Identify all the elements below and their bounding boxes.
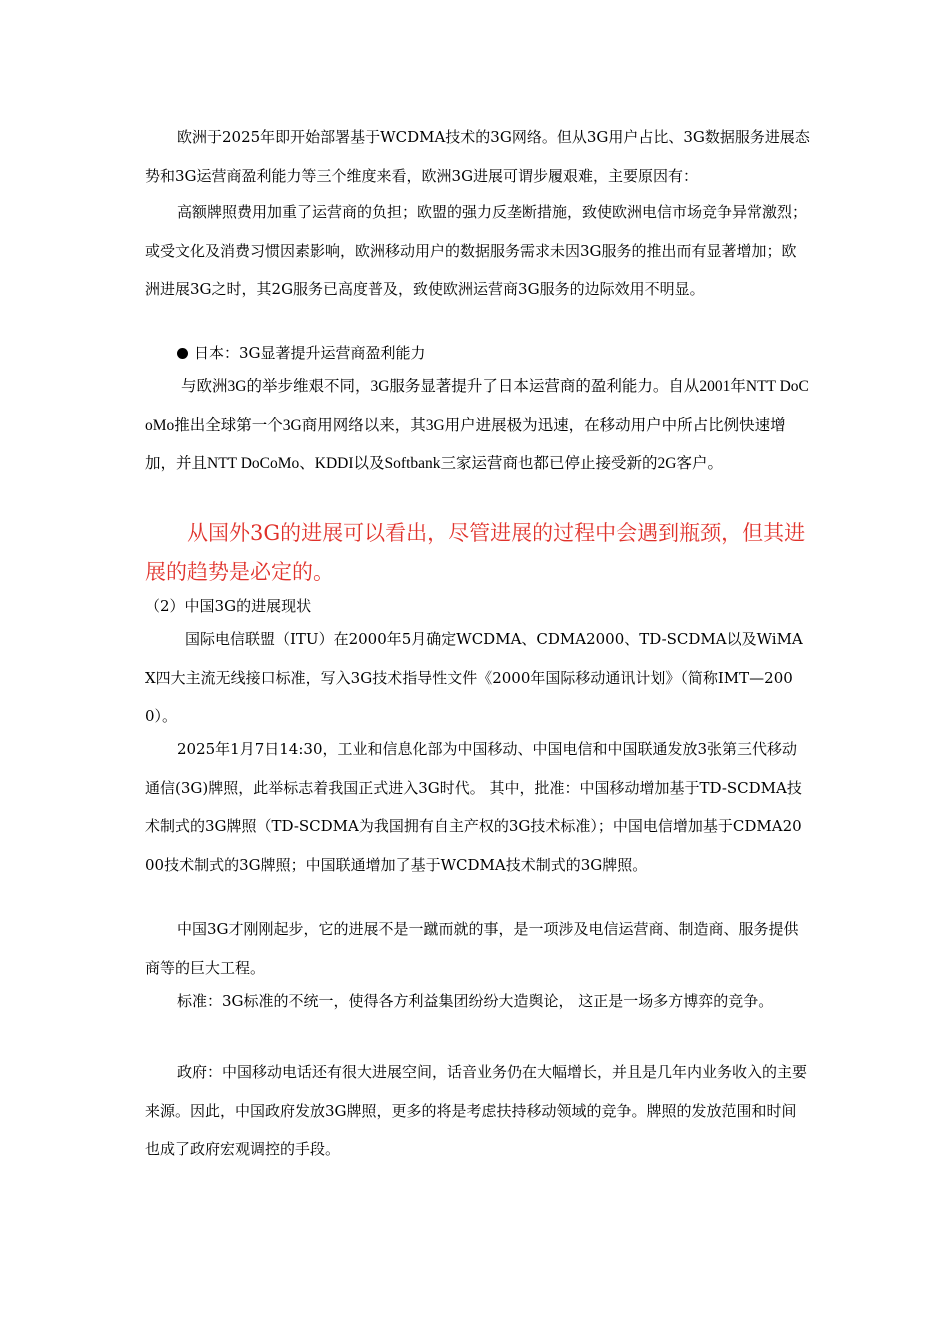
- paragraph-china-start: 中国3G才刚刚起步，它的进展不是一蹴而就的事，是一项涉及电信运营商、制造商、服务提供商等的巨大工程。: [145, 920, 799, 977]
- bullet-icon: [177, 348, 188, 359]
- bullet-japan-label: 日本：3G显著提升运营商盈利能力: [194, 344, 426, 362]
- paragraph-europe-reasons: 高额牌照费用加重了运营商的负担；欧盟的强力反垄断措施，致使欧洲电信市场竞争异常激烈；或受文化及消费习惯因素影响，欧洲移动用户的数据服务需求未因3G服务的推出而有显著增加；欧洲进展3G之时，其2G服务已高度普及，致使欧洲运营商3G服务的边际效用不明显。: [145, 203, 808, 298]
- paragraph-government: 政府：中国移动电话还有很大进展空间，话音业务仍在大幅增长，并且是几年内业务收入的主要来源。因此，中国政府发放3G牌照，更多的将是考虑扶持移动领域的竞争。牌照的发放范围和时间也成了政府宏观调控的手段。: [145, 1063, 808, 1158]
- bullet-item-japan: [145, 334, 810, 373]
- paragraph-itu-standards: 国际电信联盟（ITU）在2000年5月确定WCDMA、CDMA2000、TD-SCDMA以及WiMAX四大主流无线接口标准，写入3G技术指导性文件《2000年国际移动通讯计划》（简称IMT—2000）。: [145, 630, 803, 725]
- paragraph-europe-intro: 欧洲于2025年即开始部署基于WCDMA技术的3G网络。但从3G用户占比、3G数据服务进展态势和3G运营商盈利能力等三个维度来看，欧洲3G进展可谓步履艰难，主要原因有：: [145, 128, 810, 185]
- paragraph-japan: 与欧洲3G的举步维艰不同，3G服务显著提升了日本运营商的盈利能力。自从2001年NTT DoCoMo推出全球第一个3G商用网络以来，其3G用户进展极为迅速，在移动用户中所占比例快速增加，并且NTT DoCoMo、KDDI以及Softbank三家运营商也都已停止接受新的2G客户。: [145, 378, 809, 472]
- paragraph-standards: 标准：3G标准的不统一，使得各方利益集团纷纷大造舆论， 这正是一场多方博弈的竞争。: [177, 992, 774, 1010]
- highlight-conclusion: 从国外3G的进展可以看出，尽管进展的过程中会遇到瓶颈，但其进展的趋势是必定的。: [145, 521, 806, 584]
- section-heading-china: （2）中国3G的进展现状: [145, 597, 312, 615]
- paragraph-license-issuance: 2025年1月7日14:30，工业和信息化部为中国移动、中国电信和中国联通发放3张第三代移动通信(3G)牌照，此举标志着我国正式进入3G时代。 其中，批准：中国移动增加基于TD-SCDMA技术制式的3G牌照（TD-SCDMA为我国拥有自主产权的3G技术标准）；中国电信增加基于CDMA2000技术制式的3G牌照；中国联通增加了基于WCDMA技术制式的3G牌照。: [145, 740, 802, 874]
